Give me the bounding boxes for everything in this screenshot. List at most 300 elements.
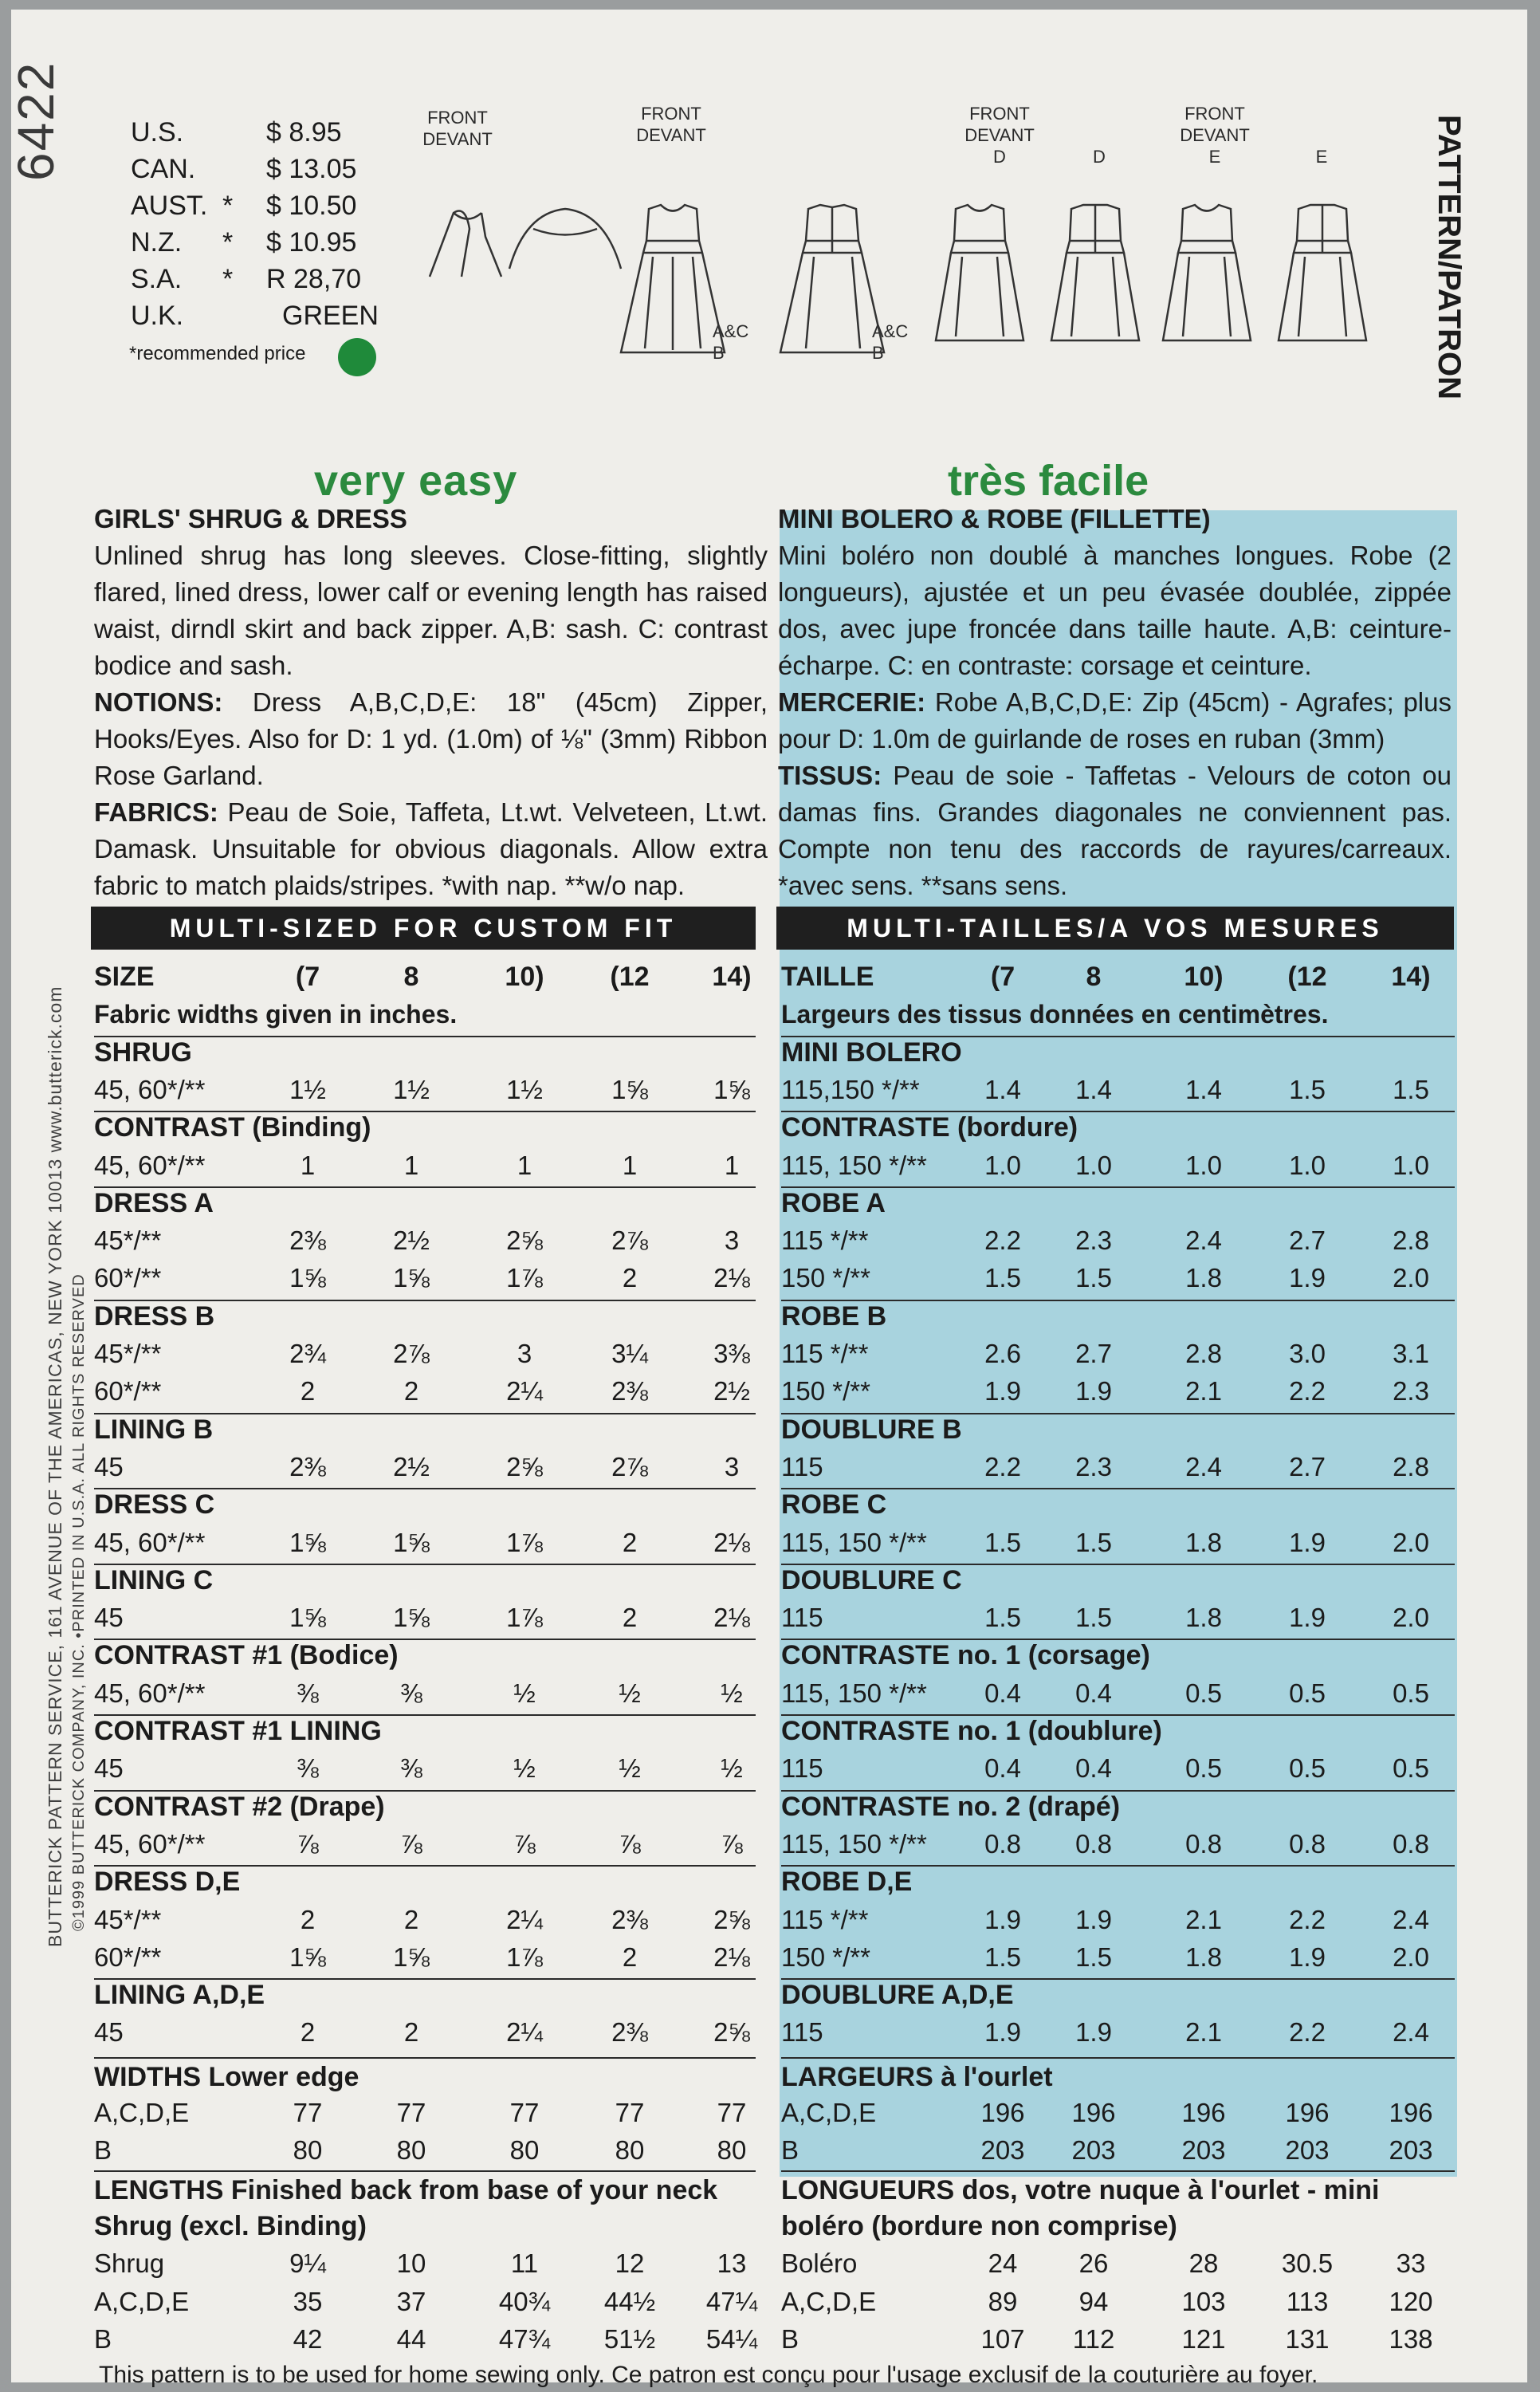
- table-section-title: CONTRAST #1 LINING: [94, 1716, 382, 1746]
- english-fabrics: FABRICS: Peau de Soie, Taffeta, Lt.wt. Velveteen, Lt.wt. Damask. Unsuitable for obvious diagonals. Allow extra fabric to match plaids/stripes. *with nap. **w/o nap.: [94, 797, 768, 900]
- table-cell: 1⅝: [289, 1603, 326, 1633]
- table-section-title: LINING A,D,E: [94, 1980, 265, 2011]
- table-cell: 0.5: [1289, 1753, 1326, 1784]
- fabric-width-note: Fabric widths given in inches.: [94, 1000, 458, 1029]
- table-cell: 47¼: [705, 2286, 758, 2316]
- table-cell: 2¾: [289, 1339, 326, 1368]
- table-cell: 2⅛: [713, 1942, 750, 1972]
- table-cell: 2.4: [1185, 1451, 1222, 1481]
- table-cell: 1: [403, 1150, 419, 1180]
- table-cell: 1.9: [1289, 1527, 1326, 1557]
- table-cell: 80: [717, 2135, 747, 2166]
- dress-e-back-drawing: [1279, 205, 1366, 340]
- table-cell: 2: [622, 1942, 638, 1972]
- table-cell: 113: [1286, 2286, 1329, 2316]
- table-cell: 2.8: [1185, 1339, 1222, 1368]
- table-section-title: CONTRASTE no. 1 (corsage): [781, 1640, 1150, 1671]
- table-section-title: LINING C: [94, 1564, 214, 1595]
- table-section-title: SHRUG: [94, 1037, 192, 1068]
- table-cell: 2.7: [1289, 1451, 1326, 1481]
- table-row-label: B: [781, 2135, 799, 2166]
- size-header: (7: [295, 962, 320, 992]
- table-cell: 1.0: [1185, 1150, 1222, 1180]
- table-cell: 120: [1389, 2286, 1433, 2316]
- table-cell: ½: [513, 1678, 536, 1708]
- table-cell: ½: [721, 1678, 743, 1708]
- price-value: $ 10.95: [266, 227, 357, 258]
- table-cell: ⅞: [721, 1828, 743, 1859]
- table-cell: ½: [513, 1753, 536, 1784]
- green-price-dot: [338, 338, 376, 376]
- table-section-title: ROBE C: [781, 1489, 887, 1521]
- table-cell: 1.8: [1185, 1603, 1222, 1633]
- table-row-label: 115: [781, 2017, 823, 2048]
- french-fabrics: TISSUS: Peau de soie - Taffetas - Velours de coton ou damas fins. Grandes diagonales ne conviennent pas. Compte non tenu des raccords de rayures/carreaux. *avec sens. **sans sens.: [778, 761, 1452, 900]
- table-cell: 2.2: [1289, 1904, 1326, 1934]
- table-cell: 3⅜: [713, 1339, 750, 1368]
- table-cell: 1.8: [1185, 1263, 1222, 1293]
- figure-label-2: FRONT DEVANT: [636, 104, 706, 145]
- size-header: 8: [1086, 962, 1102, 992]
- english-title: GIRLS' SHRUG & DRESS: [94, 504, 407, 533]
- table-cell: 80: [509, 2135, 540, 2166]
- table-cell: 2⅜: [611, 1376, 648, 1406]
- price-value: $ 8.95: [266, 117, 342, 148]
- table-section-title: CONTRASTE no. 1 (doublure): [781, 1716, 1162, 1746]
- table-cell: 138: [1389, 2323, 1433, 2354]
- table-cell: 2⅜: [611, 1904, 648, 1934]
- table-row-label: 150 */**: [781, 1263, 870, 1293]
- dress-e-front-drawing: [1163, 205, 1251, 340]
- table-cell: 33: [1396, 2248, 1426, 2279]
- table-cell: 0.4: [984, 1753, 1021, 1784]
- table-cell: 2.2: [984, 1226, 1021, 1256]
- table-cell: 2.3: [1393, 1376, 1429, 1406]
- english-description: [94, 501, 768, 904]
- table-row-label: A,C,D,E: [781, 2286, 877, 2316]
- table-cell: 77: [293, 2098, 323, 2127]
- table-cell: 12: [615, 2248, 645, 2279]
- table-cell: 1.5: [1075, 1527, 1112, 1557]
- french-title: MINI BOLERO & ROBE (FILLETTE): [778, 504, 1211, 533]
- price-country: U.S.: [131, 117, 184, 148]
- french-notions: MERCERIE: Robe A,B,C,D,E: Zip (45cm) - Agrafes; plus pour D: 1.0m de guirlande de roses en ruban (3mm): [778, 687, 1452, 753]
- table-row-label: 115,150 */**: [781, 1074, 920, 1104]
- table-row-label: B: [94, 2135, 112, 2166]
- table-cell: 0.4: [1075, 1753, 1112, 1784]
- table-cell: 1⅞: [506, 1263, 543, 1293]
- table-cell: 42: [293, 2323, 323, 2354]
- table-cell: 2.8: [1393, 1226, 1429, 1256]
- table-row-label: 115: [781, 1753, 823, 1784]
- table-row-label: 150 */**: [781, 1942, 870, 1972]
- table-cell: 0.8: [1393, 1828, 1429, 1859]
- english-notions: NOTIONS: Dress A,B,C,D,E: 18" (45cm) Zipper, Hooks/Eyes. Also for D: 1 yd. (1.0m) of ⅛" (3mm) Ribbon Rose Garland.: [94, 687, 768, 790]
- table-cell: 3.0: [1289, 1339, 1326, 1368]
- table-cell: 0.5: [1393, 1678, 1429, 1708]
- table-row-label: 45, 60*/**: [94, 1678, 206, 1708]
- table-cell: 0.4: [984, 1678, 1021, 1708]
- dress-d-front-drawing: [936, 205, 1023, 340]
- table-cell: 1.0: [1075, 1150, 1112, 1180]
- price-country: S.A.: [131, 264, 183, 294]
- table-cell: ⅞: [619, 1828, 641, 1859]
- table-cell: 196: [1285, 2098, 1330, 2127]
- table-cell: 3¼: [611, 1339, 648, 1368]
- table-cell: 44½: [603, 2286, 656, 2316]
- figure-label-ac2: A&C B: [872, 321, 909, 363]
- table-cell: 80: [293, 2135, 323, 2166]
- table-row-label: 115 */**: [781, 1226, 869, 1256]
- table-cell: 1⅝: [713, 1074, 750, 1104]
- table-cell: 1.4: [984, 1074, 1021, 1104]
- table-section-title: CONTRASTE (bordure): [781, 1112, 1078, 1143]
- table-cell: 2⅛: [713, 1603, 750, 1633]
- price-star: *: [222, 264, 234, 294]
- table-cell: 0.8: [1075, 1828, 1112, 1859]
- table-cell: 1.5: [1075, 1603, 1112, 1633]
- table-cell: 11: [510, 2248, 539, 2279]
- table-cell: 2⅛: [713, 1263, 750, 1293]
- table-row-label: 115 */**: [781, 1339, 869, 1368]
- table-row-label: A,C,D,E: [94, 2098, 190, 2127]
- table-cell: 1.9: [1289, 1942, 1326, 1972]
- table-cell: 0.5: [1393, 1753, 1429, 1784]
- level-french: très facile: [948, 457, 1149, 505]
- table-cell: 0.8: [984, 1828, 1021, 1859]
- table-cell: 203: [980, 2135, 1025, 2166]
- table-cell: 1.9: [984, 1904, 1021, 1934]
- table-cell: 89: [988, 2286, 1018, 2316]
- table-cell: 1⅝: [611, 1074, 648, 1104]
- table-row-label: B: [781, 2323, 799, 2354]
- table-cell: 2.6: [984, 1339, 1021, 1368]
- table-cell: ⅞: [400, 1828, 422, 1859]
- table-cell: 1: [724, 1150, 740, 1180]
- size-header: (7: [990, 962, 1016, 992]
- figure-label-3: FRONT DEVANT D: [964, 104, 1035, 167]
- table-cell: ⅜: [297, 1753, 319, 1784]
- table-cell: 203: [1071, 2135, 1116, 2166]
- price-star: *: [222, 191, 234, 221]
- price-value: GREEN: [282, 301, 379, 331]
- pattern-envelope: [7, 10, 1527, 2388]
- table-row-label: 45: [94, 2017, 124, 2048]
- size-header: 10): [1184, 962, 1224, 992]
- table-cell: 1⅝: [393, 1942, 430, 1972]
- table-row-label: 60*/**: [94, 1376, 162, 1406]
- table-row-label: B: [94, 2323, 112, 2354]
- table-cell: 77: [509, 2098, 540, 2127]
- table-cell: 2⅞: [611, 1451, 648, 1481]
- table-cell: 2: [300, 2017, 316, 2048]
- footer-notice: This pattern is to be used for home sewing only. Ce patron est conçu pour l'usage exclusif de la couturière au foyer.: [99, 2362, 1318, 2388]
- table-row-label: A,C,D,E: [781, 2098, 877, 2127]
- lengths-title: LENGTHS Finished back from base of your neck: [94, 2174, 718, 2205]
- table-row-label: 45*/**: [94, 1339, 162, 1368]
- table-cell: 47¾: [498, 2323, 551, 2354]
- table-cell: 2.1: [1185, 1904, 1222, 1934]
- table-cell: 1.5: [1393, 1074, 1429, 1104]
- table-cell: 28: [1188, 2248, 1219, 2279]
- size-label: TAILLE: [781, 962, 874, 992]
- table-cell: ⅜: [400, 1678, 422, 1708]
- table-section-title: ROBE D,E: [781, 1867, 913, 1898]
- size-header: (12: [610, 962, 650, 992]
- table-cell: 1.8: [1185, 1942, 1222, 1972]
- table-cell: 1⅝: [289, 1263, 326, 1293]
- pattern-number-vertical: 6422: [7, 61, 65, 181]
- table-cell: 1⅞: [506, 1942, 543, 1972]
- table-cell: 2.0: [1393, 1603, 1429, 1633]
- table-cell: 1: [517, 1150, 532, 1180]
- figure-label-4: D: [1093, 147, 1106, 167]
- fabric-width-note: Largeurs des tissus données en centimètres.: [781, 1000, 1329, 1029]
- table-cell: 2.4: [1185, 1226, 1222, 1256]
- table-cell: ½: [619, 1753, 641, 1784]
- table-row-label: 115 */**: [781, 1904, 869, 1934]
- table-cell: 1.5: [984, 1942, 1021, 1972]
- price-country: U.K.: [131, 301, 184, 331]
- table-section-title: DOUBLURE C: [781, 1564, 962, 1595]
- shrug-front-drawing: [430, 211, 501, 277]
- table-cell: ⅜: [400, 1753, 422, 1784]
- table-cell: 2⅝: [713, 2017, 750, 2048]
- table-cell: 196: [980, 2098, 1025, 2127]
- table-cell: 1.0: [984, 1150, 1021, 1180]
- table-cell: 77: [717, 2098, 747, 2127]
- table-cell: 80: [615, 2135, 645, 2166]
- table-cell: 2.2: [1289, 2017, 1326, 2048]
- figure-label-6: E: [1315, 147, 1328, 167]
- table-cell: 2⅛: [713, 1527, 750, 1557]
- table-cell: 2⅜: [289, 1451, 326, 1481]
- table-row-label: 45, 60*/**: [94, 1150, 206, 1180]
- table-row-label: 45: [94, 1603, 124, 1633]
- table-cell: 0.5: [1289, 1678, 1326, 1708]
- table-cell: 3.1: [1393, 1339, 1429, 1368]
- table-row-label: Boléro: [781, 2248, 858, 2279]
- table-section-title: ROBE B: [781, 1300, 887, 1332]
- table-cell: 1: [300, 1150, 316, 1180]
- english-bar: MULTI-SIZED FOR CUSTOM FIT: [91, 907, 756, 950]
- table-cell: 30.5: [1281, 2248, 1334, 2279]
- table-row-label: 115: [781, 1451, 823, 1481]
- table-row-label: A,C,D,E: [94, 2286, 190, 2316]
- table-cell: 1⅝: [393, 1603, 430, 1633]
- table-row-label: 115, 150 */**: [781, 1527, 927, 1557]
- table-row-label: 45*/**: [94, 1226, 162, 1256]
- table-cell: 1.8: [1185, 1527, 1222, 1557]
- table-section-title: CONTRAST #1 (Bodice): [94, 1640, 399, 1671]
- garment-line-drawings: [406, 181, 1410, 372]
- table-cell: 2⅜: [611, 2017, 648, 2048]
- table-cell: 2.4: [1393, 1904, 1429, 1934]
- table-cell: 1⅝: [393, 1263, 430, 1293]
- table-cell: 77: [396, 2098, 426, 2127]
- table-cell: 2.0: [1393, 1263, 1429, 1293]
- table-cell: 0.5: [1185, 1753, 1222, 1784]
- price-country: AUST.: [131, 191, 208, 221]
- table-cell: 44: [396, 2323, 426, 2354]
- table-cell: 1.9: [984, 1376, 1021, 1406]
- table-row-label: 45, 60*/**: [94, 1074, 206, 1104]
- size-header: 8: [403, 962, 419, 992]
- table-cell: 2.0: [1393, 1942, 1429, 1972]
- table-row-label: 45: [94, 1451, 124, 1481]
- price-value: R 28,70: [266, 264, 362, 294]
- table-cell: 1.5: [984, 1527, 1021, 1557]
- table-cell: 2: [622, 1263, 638, 1293]
- table-cell: 13: [717, 2248, 747, 2279]
- table-cell: 2: [300, 1376, 316, 1406]
- table-section-title: CONTRAST #2 (Drape): [94, 1791, 385, 1822]
- table-cell: ⅜: [297, 1678, 319, 1708]
- table-cell: 2.3: [1075, 1451, 1112, 1481]
- size-header: 10): [505, 962, 544, 992]
- lengths-subtitle: boléro (bordure non comprise): [781, 2210, 1177, 2241]
- french-description-text: Mini boléro non doublé à manches longues. Robe (2 longueurs), ajustée et un peu évasée doublée, zippée dos, avec jupe froncée dans taille haute. A,B: ceinture-écharpe. C: en contraste: corsage et ceinture.: [778, 541, 1452, 680]
- price-value: $ 13.05: [266, 154, 357, 184]
- table-cell: 9¼: [289, 2248, 326, 2279]
- table-cell: 37: [396, 2286, 426, 2316]
- table-cell: 0.8: [1289, 1828, 1326, 1859]
- table-row-label: 45, 60*/**: [94, 1527, 206, 1557]
- table-cell: 1.0: [1289, 1150, 1326, 1180]
- lengths-subtitle: Shrug (excl. Binding): [94, 2210, 367, 2241]
- table-row-label: Shrug: [94, 2248, 165, 2279]
- table-cell: 1⅝: [289, 1527, 326, 1557]
- table-section-title: DRESS B: [94, 1300, 215, 1332]
- table-cell: 1.9: [1289, 1603, 1326, 1633]
- table-row-label: 45: [94, 1753, 124, 1784]
- table-cell: 2: [622, 1603, 638, 1633]
- table-cell: 2⅞: [393, 1339, 430, 1368]
- table-cell: 1.0: [1393, 1150, 1429, 1180]
- size-header: (12: [1287, 962, 1327, 992]
- table-cell: 2: [300, 1904, 316, 1934]
- recommended-price-note: *recommended price: [129, 343, 306, 364]
- table-cell: 196: [1389, 2098, 1433, 2127]
- table-cell: 0.8: [1185, 1828, 1222, 1859]
- brand-vertical: PATTERN/PATRON: [1432, 115, 1467, 400]
- table-cell: 1.5: [984, 1603, 1021, 1633]
- table-cell: 2⅞: [611, 1226, 648, 1256]
- table-row-label: 115: [781, 1603, 823, 1633]
- table-cell: 2⅜: [289, 1226, 326, 1256]
- table-row-label: 115, 150 */**: [781, 1828, 927, 1859]
- table-cell: 35: [293, 2286, 323, 2316]
- table-cell: 0.4: [1075, 1678, 1112, 1708]
- table-cell: 103: [1181, 2286, 1226, 2316]
- figure-label-5: FRONT DEVANT E: [1180, 104, 1250, 167]
- table-cell: 1.4: [1185, 1074, 1222, 1104]
- table-cell: 203: [1389, 2135, 1433, 2166]
- table-section-title: DOUBLURE A,D,E: [781, 1980, 1014, 2011]
- table-cell: 80: [396, 2135, 426, 2166]
- table-cell: 203: [1285, 2135, 1330, 2166]
- table-cell: 1½: [506, 1074, 543, 1104]
- table-cell: 3: [724, 1226, 740, 1256]
- size-header: 14): [1391, 962, 1431, 992]
- table-cell: 1⅝: [289, 1942, 326, 1972]
- table-cell: 1.4: [1075, 1074, 1112, 1104]
- french-bar: MULTI-TAILLES/A VOS MESURES: [776, 907, 1454, 950]
- table-cell: 196: [1181, 2098, 1226, 2127]
- table-cell: 1.9: [1289, 1263, 1326, 1293]
- table-cell: 2⅝: [506, 1451, 543, 1481]
- table-cell: 1.5: [984, 1263, 1021, 1293]
- table-cell: 2¼: [506, 1904, 543, 1934]
- price-country: CAN.: [131, 154, 196, 184]
- table-cell: 1.5: [1075, 1263, 1112, 1293]
- widths-title: LARGEURS à l'ourlet: [781, 2061, 1053, 2092]
- table-cell: 2: [403, 1904, 419, 1934]
- table-cell: 77: [615, 2098, 645, 2127]
- table-row-label: 150 */**: [781, 1376, 870, 1406]
- table-cell: 1.9: [1075, 1376, 1112, 1406]
- table-rule: [94, 1036, 756, 1037]
- table-cell: 94: [1078, 2286, 1109, 2316]
- table-cell: 2¼: [506, 1376, 543, 1406]
- table-cell: 51½: [603, 2323, 656, 2354]
- table-row-label: 60*/**: [94, 1942, 162, 1972]
- table-cell: 10: [396, 2248, 426, 2279]
- lengths-title: LONGUEURS dos, votre nuque à l'ourlet - mini: [781, 2174, 1380, 2205]
- table-cell: 2.2: [984, 1451, 1021, 1481]
- widths-title: WIDTHS Lower edge: [94, 2061, 359, 2092]
- side-copyright: BUTTERICK PATTERN SERVICE, 161 AVENUE OF THE AMERICAS, NEW YORK 10013 www.butterick.com: [45, 986, 65, 1947]
- table-cell: 2: [403, 1376, 419, 1406]
- dress-d-back-drawing: [1051, 205, 1139, 340]
- shrug-back-drawing: [509, 209, 621, 269]
- table-section-title: LINING B: [94, 1414, 214, 1445]
- size-label: SIZE: [94, 962, 155, 992]
- table-cell: 107: [980, 2323, 1025, 2354]
- level-english: very easy: [314, 457, 518, 505]
- table-cell: 1.9: [1075, 2017, 1112, 2048]
- table-cell: 2.2: [1289, 1376, 1326, 1406]
- table-section-title: CONTRASTE no. 2 (drapé): [781, 1791, 1121, 1822]
- table-section-title: DRESS A: [94, 1187, 214, 1218]
- table-cell: ⅞: [297, 1828, 319, 1859]
- table-cell: 2.7: [1075, 1339, 1112, 1368]
- table-cell: 131: [1285, 2323, 1330, 2354]
- table-cell: 112: [1072, 2323, 1115, 2354]
- table-section-title: DRESS C: [94, 1489, 215, 1521]
- side-copyright-2: ©1999 BUTTERICK COMPANY, INC. •PRINTED IN U.S.A. ALL RIGHTS RESERVED: [70, 1273, 88, 1931]
- table-row-label: 60*/**: [94, 1263, 162, 1293]
- table-section-title: CONTRAST (Binding): [94, 1112, 371, 1143]
- price-value: $ 10.50: [266, 191, 357, 221]
- table-cell: 2¼: [506, 2017, 543, 2048]
- table-section-title: MINI BOLERO: [781, 1037, 962, 1068]
- table-cell: 24: [988, 2248, 1018, 2279]
- price-country: N.Z.: [131, 227, 183, 258]
- table-cell: 3: [517, 1339, 532, 1368]
- table-cell: 54¼: [705, 2323, 758, 2354]
- table-cell: 2⅝: [713, 1904, 750, 1934]
- table-section-title: DOUBLURE B: [781, 1414, 962, 1445]
- table-cell: 2.1: [1185, 2017, 1222, 2048]
- table-cell: 1.5: [1075, 1942, 1112, 1972]
- table-cell: 2.4: [1393, 2017, 1429, 2048]
- table-row-label: 115, 150 */**: [781, 1150, 927, 1180]
- table-cell: 0.5: [1185, 1678, 1222, 1708]
- table-cell: 1½: [393, 1074, 430, 1104]
- table-cell: ⅞: [513, 1828, 536, 1859]
- table-row-label: 115, 150 */**: [781, 1678, 927, 1708]
